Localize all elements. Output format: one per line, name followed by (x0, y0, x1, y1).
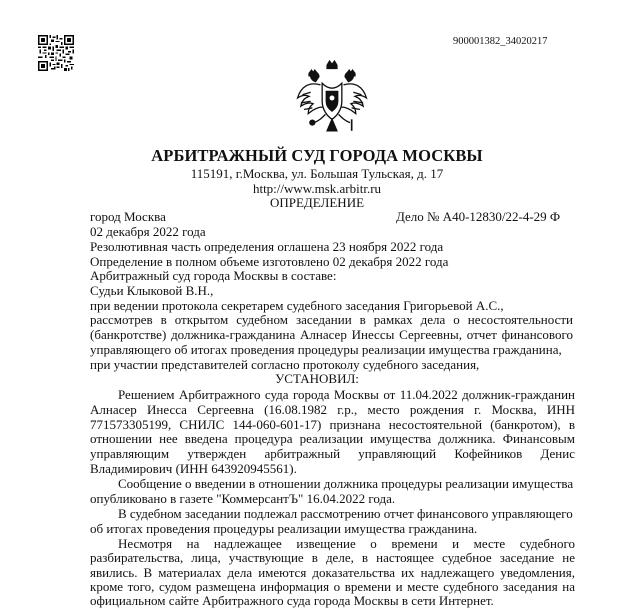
court-composition-line: Арбитражный суд города Москвы в составе: (90, 268, 337, 283)
paragraph-line: Алнасер Инесса Сергеевна (16.08.1982 г.р., место рождения г. Москва, ИНН (90, 402, 575, 417)
court-website: http://www.msk.arbitr.ru (252, 181, 382, 196)
paragraph-line: В судебном заседании подлежал рассмотрению отчет финансового управляющего (118, 506, 573, 521)
paragraph-line: об итогах проведения процедуры реализации имущества гражданина. (90, 521, 478, 536)
court-address: 115191, г.Москва, ул. Большая Тульская, д. 17 (190, 166, 444, 181)
paragraph-line: отношении нее введена процедура реализации имущества должника. Финансовым (90, 431, 575, 446)
paragraph-line: разбирательства, лица, участвующие в деле, в настоящее судебное заседание не (90, 550, 575, 565)
document-id: 900001382_34020217 (453, 36, 548, 47)
intro-line: при участии представителей согласно протоколу судебного заседания, (90, 357, 480, 372)
qr-code-icon (38, 35, 74, 71)
intro-line: при ведении протокола секретарем судебного заседания Григорьевой А.С., (90, 298, 504, 313)
paragraph-line: явились. В материалах дела имеются доказательства их надлежащего уведомления, (90, 565, 575, 580)
paragraph-line: управляющим утвержден арбитражный управляющий Кофейников Денис (90, 446, 575, 461)
document-type: ОПРЕДЕЛЕНИЕ (269, 195, 365, 210)
paragraph-line: кроме того, судом размещена информация о времени и месте судебного заседания на (90, 579, 575, 594)
established-heading: УСТАНОВИЛ: (275, 371, 359, 386)
decision-date: 02 декабря 2022 года (90, 224, 206, 239)
paragraph-line: официальном сайте Арбитражного суда города Москвы в сети Интернет. (90, 593, 494, 608)
resolution-announced-line: Резолютивная часть определения оглашена 23 ноября 2022 года (90, 239, 444, 254)
full-text-line: Определение в полном объеме изготовлено 02 декабря 2022 года (90, 254, 449, 269)
intro-line: (банкротстве) должника-гражданина Алнасер Инессы Сергеевны, отчет финансового (90, 327, 573, 342)
paragraph-line: Решением Арбитражного суда города Москвы от 11.04.2022 должник-гражданин (118, 387, 575, 402)
intro-line: рассмотрев в открытом судебном заседании в рамках дела о несостоятельности (90, 312, 573, 327)
intro-line: управляющего об итогах проведения процедуры реализации имущества гражданина, (90, 342, 562, 357)
case-number: Дело № А40-12830/22-4-29 Ф (396, 209, 561, 224)
paragraph-line: Несмотря на надлежащее извещение о времени и месте судебного (118, 536, 575, 551)
paragraph-line: 771573305199, СНИЛС 144-060-601-17) признана несостоятельной (банкротом), в (90, 417, 575, 432)
city: город Москва (90, 209, 166, 224)
paragraph-line: Владимирович (ИНН 643920945561). (90, 461, 297, 476)
judge-line: Судьи Клыковой В.Н., (90, 283, 214, 298)
court-title: АРБИТРАЖНЫЙ СУД ГОРОДА МОСКВЫ (151, 146, 483, 165)
russian-coat-of-arms-icon (291, 57, 373, 139)
paragraph-line: опубликовано в газете "КоммерсантЪ" 16.04.2022 года. (90, 491, 396, 506)
paragraph-line: Сообщение о введении в отношении должника процедуры реализации имущества (118, 476, 574, 491)
